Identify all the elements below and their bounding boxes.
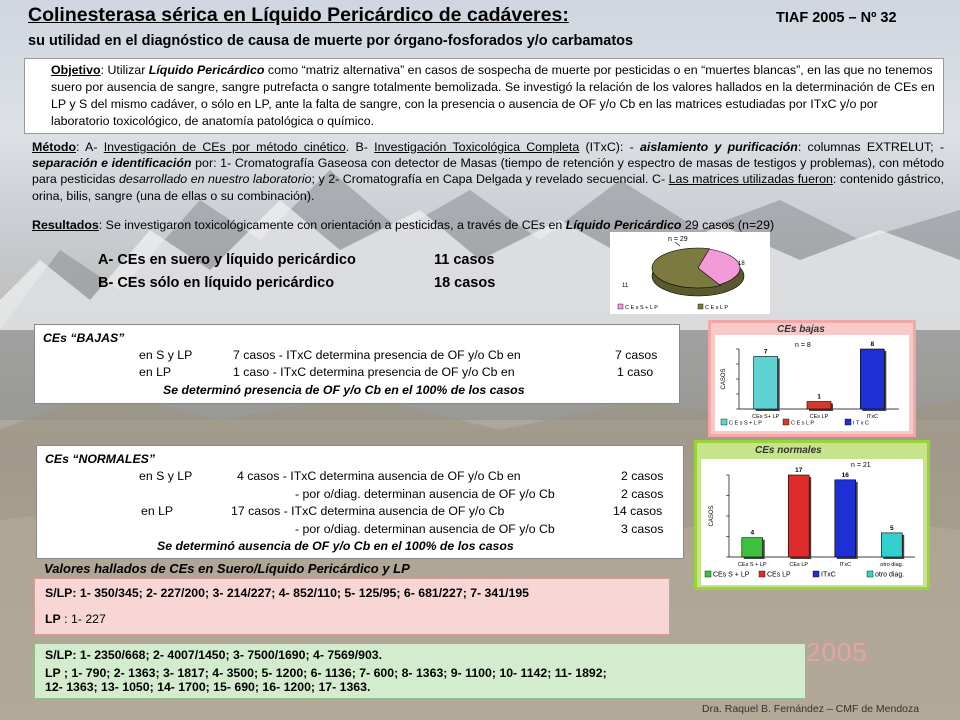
- bar-value-label: 4: [750, 529, 755, 537]
- bar-value-label: 5: [889, 524, 894, 532]
- bajas-row-2-count: 1 caso: [617, 365, 654, 379]
- bajas-bar-chart: [708, 320, 916, 437]
- casos-row-b: B- CEs sólo en líquido pericárdico 18 casos: [98, 275, 496, 291]
- valores-green-box: [34, 643, 806, 699]
- legend-label: I T x C: [853, 420, 869, 427]
- legend-label: CEs S + LP: [713, 571, 750, 579]
- bajas-row-1-text: 7 casos - ITxC determina presencia de OF y/o Cb en: [233, 348, 521, 362]
- y-axis-label: CASOS: [709, 505, 715, 527]
- legend-label: CEs LP: [767, 571, 791, 579]
- bar-1: [754, 357, 778, 410]
- author-credit: Dra. Raquel B. Fernández – CMF de Mendoza: [702, 703, 920, 715]
- bar-value-label: 8: [870, 341, 875, 348]
- bar-1: [742, 538, 763, 557]
- poster-tag: TIAF 2005 – Nº 32: [776, 10, 897, 26]
- n-label: n = 21: [851, 462, 871, 469]
- bajas-title: CEs “BAJAS”: [43, 331, 125, 345]
- pie-legend-swatch-b: [698, 304, 703, 309]
- bar-4: [881, 533, 902, 557]
- valores-pink-box: [34, 578, 670, 635]
- normales-row-4-text: - por o/diag. determinan ausencia de OF y/o Cb: [295, 522, 555, 536]
- normales-bar-chart: [694, 440, 930, 590]
- x-tick-label: otro diag.: [880, 562, 904, 568]
- pie-legend-b: C E s L P: [705, 305, 729, 311]
- pie-label-b: 18: [738, 261, 745, 267]
- pie-label-a: 11: [622, 283, 629, 289]
- bajas-row-2-label: en LP: [139, 365, 172, 379]
- green-lp-line-2: 12- 1363; 13- 1050; 14- 1700; 15- 690; 16- 1200; 17- 1363.: [45, 680, 371, 694]
- legend-label: C E s S + L P: [729, 420, 762, 427]
- normales-conclusion: Se determinó ausencia de OF y/o Cb en el 100% de los casos: [157, 539, 514, 553]
- page-title: Colinesterasa sérica en Líquido Pericárdico de cadáveres:: [28, 4, 569, 26]
- normales-title: CEs “NORMALES”: [45, 452, 155, 466]
- pie-legend-swatch-a: [618, 304, 623, 309]
- pie-legend-a: C E s S + L P: [625, 305, 658, 311]
- legend-label: ITxC: [821, 571, 836, 579]
- bajas-row-1-count: 7 casos: [615, 348, 658, 362]
- x-tick-label: CEs LP: [809, 414, 829, 420]
- pie-chart: [610, 232, 770, 314]
- legend-swatch: [783, 419, 789, 425]
- pink-lp-line: LP : 1- 227: [45, 612, 106, 626]
- pie-n-label: n = 29: [668, 236, 688, 243]
- page-subtitle: su utilidad en el diagnóstico de causa de muerte por órgano-fosforados y/o carbamatos: [28, 33, 634, 49]
- legend-swatch: [705, 571, 711, 577]
- metodo-section: Método: A- Investigación de CEs por método cinético. B- Investigación Toxicológica Completa (ITxC): - aislamiento y purificación: columnas EXTRELUT; - separación e identificación por: 1- Cromatografía Gaseosa con detector de Masas (tiempo de retención y espectro de masas de testigos y problemas), con método para pesticidas desarrollado en nuestro laboratorio; y 2- Cromatografía en Capa Delgada y revelado secuencial. C- Las matrices utilizadas fueron: contenido gástrico, orina, bilis, sangre (una de ellas o su combinación).: [32, 140, 944, 203]
- resultados-label: Resultados: [32, 218, 99, 232]
- bar-value-label: 16: [841, 471, 849, 479]
- green-lp-line: LP ; 1- 790; 2- 1363; 3- 1817; 4- 3500; 5- 1200; 6- 1136; 7- 600; 8- 1363; 9- 1100; 10- 1142; 11- 1892;: [45, 666, 607, 680]
- normales-row-3-label: en LP: [141, 504, 174, 518]
- normales-row-2-count: 2 casos: [621, 487, 664, 501]
- bajas-row-2-text: 1 caso - ITxC determina presencia de OF y/o Cb en: [233, 365, 515, 379]
- normales-row-3-count: 14 casos: [613, 504, 663, 518]
- casos-row-a: A- CEs en suero y líquido pericárdico 11 casos: [98, 252, 495, 268]
- objetivo-label: Objetivo: [51, 63, 101, 77]
- bar-value-label: 1: [817, 393, 821, 401]
- x-tick-label: ITxC: [839, 562, 852, 568]
- x-tick-label: CEs LP: [789, 562, 809, 568]
- bar-value-label: 7: [763, 348, 768, 356]
- legend-swatch: [845, 419, 851, 425]
- bar-2: [807, 402, 831, 410]
- normales-row-1-text: 4 casos - ITxC determina ausencia de OF y/o Cb en: [237, 469, 521, 483]
- bajas-row-1-label: en S y LP: [139, 348, 193, 362]
- x-tick-label: ITxC: [866, 414, 879, 420]
- n-label: n = 8: [795, 342, 811, 349]
- bar-2: [788, 475, 809, 557]
- x-tick-label: CEs S + LP: [737, 562, 767, 568]
- x-tick-label: CEs S+ LP: [752, 414, 780, 420]
- bajas-conclusion: Se determinó presencia de OF y/o Cb en el 100% de los casos: [163, 383, 525, 397]
- normales-row-2-text: - por o/diag. determinan ausencia de OF y/o Cb: [295, 487, 555, 501]
- legend-label: otro diag.: [875, 571, 905, 579]
- metodo-label: Método: [32, 140, 77, 154]
- legend-swatch: [867, 571, 873, 577]
- normales-chart-title: CEs normales: [755, 445, 822, 456]
- bajas-box: [34, 324, 680, 404]
- bar-value-label: 17: [795, 467, 803, 474]
- valores-title: Valores hallados de CEs en Suero/Líquido Pericárdico y LP: [44, 561, 410, 576]
- green-slp-line: S/LP: 1- 2350/668; 2- 4007/1450; 3- 7500/1690; 4- 7569/903.: [45, 648, 383, 662]
- bajas-chart-title: CEs bajas: [777, 324, 825, 335]
- normales-row-4-count: 3 casos: [621, 522, 664, 536]
- objetivo-box: Objetivo: Utilizar Líquido Pericárdico como “matriz alternativa” en casos de sospecha de muerte por pesticidas o en “muertes blancas”, en las que no tenemos suero por ausencia de sangre, sangre putrefacta o sangre totalmente bemolizada. Se investigó la relación de los valores hallados en la determinación de CEs en LP y S del mismo cadáver, o sólo en LP, ante la falta de sangre, con la presencia o ausencia de OF y/o Cb en las matrices estudiadas por ITxC y/o por laboratorio toxicológico, de anatomía patológica o químico.: [24, 58, 944, 134]
- bar-3: [860, 349, 884, 409]
- normales-row-1-label: en S y LP: [139, 469, 193, 483]
- y-axis-label: CASOS: [721, 368, 727, 390]
- legend-label: C E s L P: [791, 420, 815, 427]
- normales-box: [36, 445, 684, 559]
- resultados-line: Resultados: Se investigaron toxicológicamente con orientación a pesticidas, a través de CEs en Líquido Pericárdico 29 casos (n=29): [32, 218, 775, 232]
- year-watermark: 2005: [806, 637, 868, 667]
- pink-slp-line: S/LP: 1- 350/345; 2- 227/200; 3- 214/227; 4- 852/110; 5- 125/95; 6- 681/227; 7- 341/195: [45, 586, 530, 600]
- legend-swatch: [721, 419, 727, 425]
- normales-row-3-text: 17 casos - ITxC determina ausencia de OF y/o Cb: [231, 504, 505, 518]
- bar-3: [835, 480, 856, 557]
- normales-row-1-count: 2 casos: [621, 469, 664, 483]
- legend-swatch: [813, 571, 819, 577]
- legend-swatch: [759, 571, 765, 577]
